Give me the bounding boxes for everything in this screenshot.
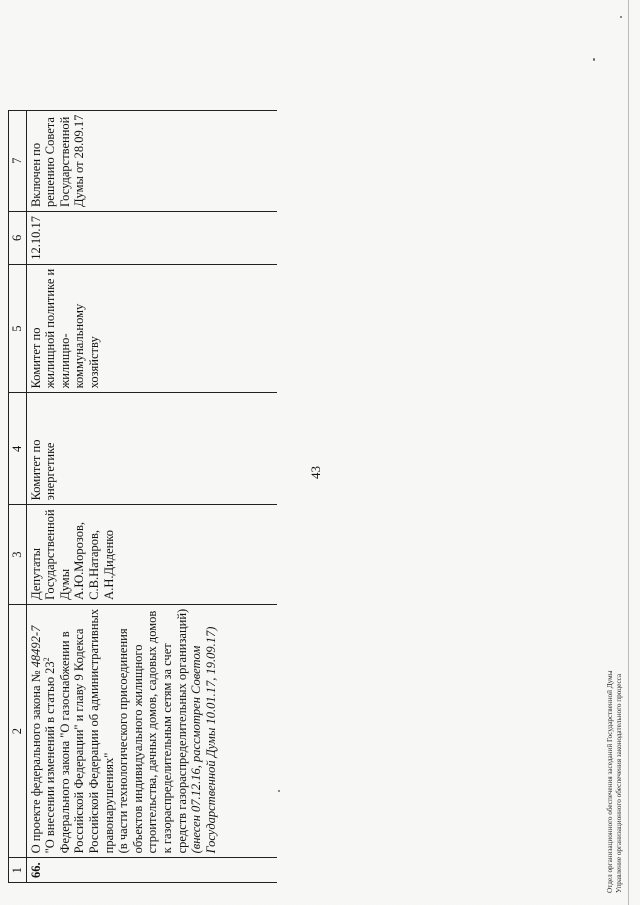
bill-note-line: (в части технологического присоединения	[116, 628, 131, 854]
footer-line: Отдел организационного обеспечения заседаний Государственной Думы	[606, 670, 614, 893]
status-cell	[26, 110, 277, 211]
author-line: Думы	[57, 568, 72, 600]
bill-description-cell	[26, 604, 277, 858]
bill-title-line: Федерального закона "О газоснабжении в	[57, 631, 72, 854]
status-line: Государственной	[57, 116, 72, 208]
bill-title-line: правонарушениях"	[101, 752, 116, 854]
author-line: С.В.Натаров,	[86, 529, 101, 600]
table-header-row	[9, 110, 27, 882]
column-header: 2	[9, 604, 27, 858]
status-line: Включен по	[28, 142, 43, 208]
column-header: 1	[9, 858, 27, 883]
bill-note-line: объектов индивидуального жилищного	[130, 644, 145, 854]
author-line: А.Ю.Морозов,	[72, 521, 87, 600]
co-committee-line: жилищной политике и	[43, 268, 58, 389]
responsible-committee-cell	[26, 393, 277, 505]
bill-history-line: (внесен 07.12.16, рассмотрен Советом	[189, 645, 204, 854]
bill-title-line: Российской Федерации об административных	[86, 608, 101, 854]
bill-note-line: к газораспределительным сетям за счет	[159, 643, 174, 854]
co-committee-line: коммунальному	[72, 303, 87, 389]
bill-title-line: Российской Федерации" и главу 9 Кодекса	[72, 628, 87, 854]
bills-table	[8, 110, 277, 883]
page-footer	[606, 670, 624, 893]
co-committee-line: жилищно-	[57, 333, 72, 389]
authors-cell	[26, 505, 277, 604]
author-line: А.Н.Диденко	[101, 530, 116, 600]
bill-history-line: Государственной Думы 10.01.17, 19.09.17)	[203, 626, 218, 854]
author-line: Государственной	[43, 509, 58, 600]
column-header: 3	[9, 505, 27, 604]
author-line: Депутаты	[28, 547, 43, 600]
row-number: 66.	[26, 858, 277, 883]
column-header: 4	[9, 393, 27, 505]
table-row	[26, 110, 277, 882]
bill-number: 48492-7	[28, 625, 43, 668]
bill-note-line: строительства, дачных домов, садовых домов	[145, 610, 160, 854]
footer-line: Управление организационного обеспечения законодательного процесса	[615, 673, 623, 893]
column-header: 6	[9, 212, 27, 265]
status-line: Думы от 28.09.17	[72, 114, 87, 208]
co-committee-line: Комитет по	[28, 327, 43, 389]
article-superscript: 2	[42, 657, 52, 662]
date-cell: 12.10.17	[26, 212, 277, 265]
committee-line: Комитет по	[28, 439, 43, 501]
page-number: 43	[308, 466, 323, 479]
committee-line: энергетике	[43, 442, 58, 501]
bill-note-line: средств газораспределительных организаций)	[174, 608, 189, 854]
column-header: 5	[9, 264, 27, 393]
co-committee-cell	[26, 264, 277, 393]
co-committee-line: хозяйству	[86, 336, 101, 389]
bill-title-line: О проекте федерального закона № 48492-7	[28, 625, 43, 854]
column-header: 7	[9, 110, 27, 211]
status-line: решению Совета	[43, 117, 58, 208]
bill-title-line: "О внесении изменений в статью $23^2$	[42, 657, 58, 854]
